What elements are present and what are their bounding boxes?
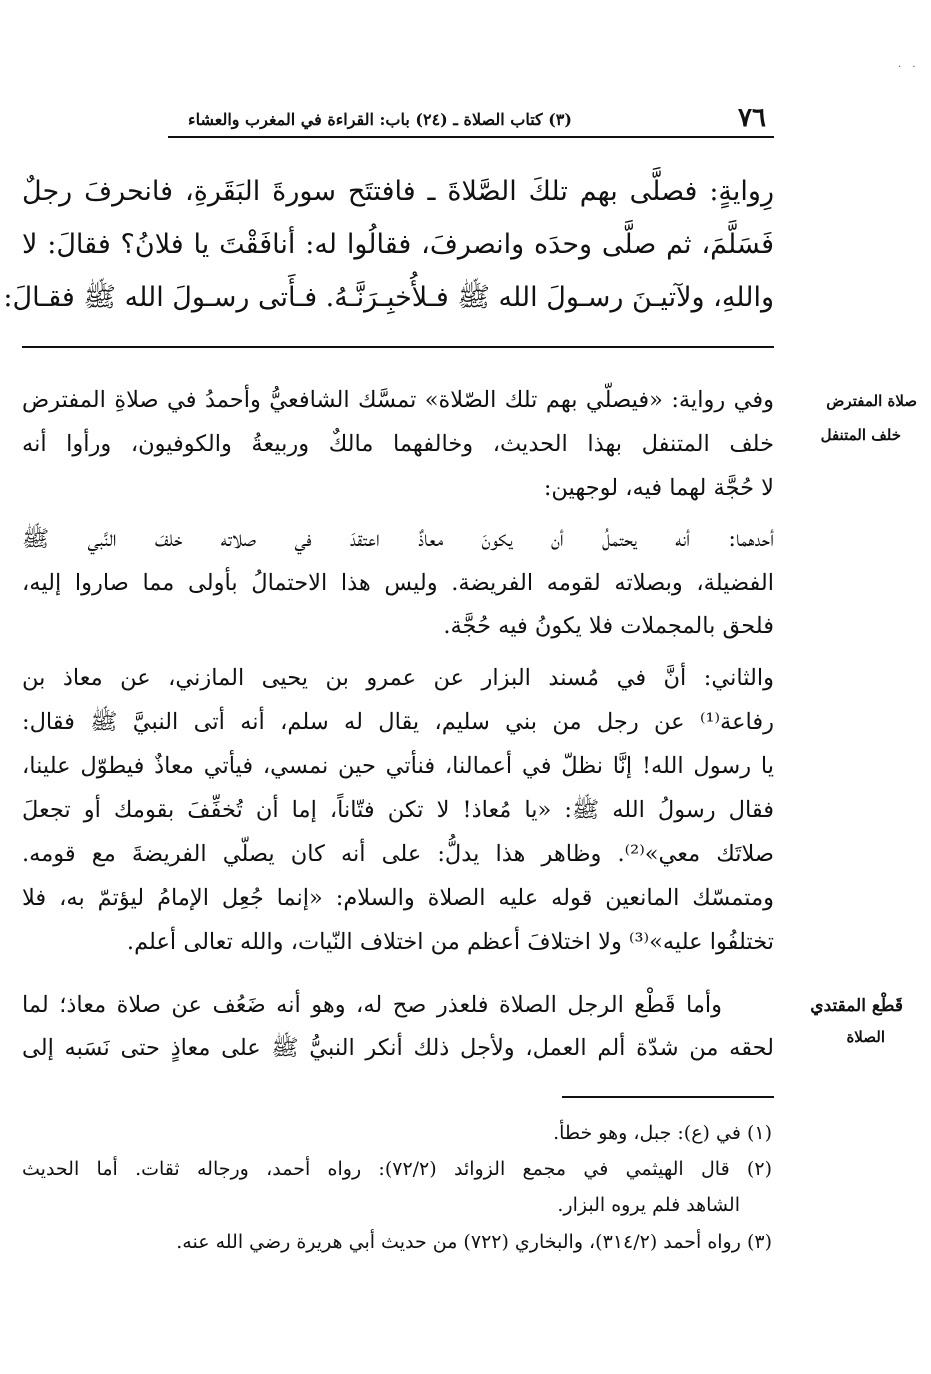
body-line: وأما قَطْع الرجل الصلاة فلعذر صح له، وهو أنه ضَعُف عن صلاة معاذ؛ لما <box>22 992 722 1018</box>
body-line: وفي رواية: «فيصلّي بهم تلك الصّلاة» تمسَّك الشافعيُّ وأحمدُ في صلاةِ المفترض <box>22 387 774 413</box>
header-rule <box>168 136 774 138</box>
corner-dots: · · <box>898 62 920 73</box>
body-line: لحقه من شدّة ألم العمل، ولأجل ذلك أنكر النبيُّ ﷺ على معاذٍ حتى نَسَبه إلى <box>22 1035 774 1061</box>
margin-note-title: صلاة المفترض <box>826 392 917 410</box>
page-number: ٧٦ <box>738 103 766 133</box>
margin-note-subtitle: خلف المتنفل <box>820 426 901 444</box>
body-line: رفاعة⁽¹⁾ عن رجل من بني سليم، يقال له سلم، أنه أتى النبيَّ ﷺ فقال: <box>22 709 774 735</box>
footnote: الشاهد فلم يروه البزار. <box>557 1194 740 1216</box>
hadith-line: رِوايةٍ: فصلَّى بهم تلكَ الصَّلاةَ ـ فافتتَح سورةَ البَقَرةِ، فانحرفَ رجلٌ <box>22 176 774 207</box>
section-rule <box>22 346 774 348</box>
margin-note-title: قَطْع المقتدي <box>810 996 903 1016</box>
hadith-line: فَسَلَّمَ، ثم صلَّى وحدَه وانصرفَ، فقالُوا له: أنافَقْتَ يا فلانُ؟ فقالَ: لا <box>22 229 774 260</box>
body-line: تختلفُوا عليه»⁽³⁾ ولا اختلافَ أعظم من اختلاف النّيات، والله تعالى أعلم. <box>126 929 774 955</box>
body-line: صلاتَك معي»⁽²⁾. وظاهر هذا يدلُّ: على أنه كان يصلّي الفريضةَ مع قومه. <box>22 841 774 867</box>
body-line: لا حُجَّة لهما فيه، لوجهين: <box>543 475 774 501</box>
body-line: يا رسول الله! إنَّا نظلّ في أعمالنا، فنأتي حين نمسي، فيأتي معاذٌ فيطوّل علينا، <box>22 753 774 779</box>
body-line: ومتمسّك المانعين قوله عليه الصلاة والسلام: «إنما جُعِل الإمامُ ليؤتمّ به، فلا <box>22 885 774 911</box>
footnote: (٢) قال الهيثمي في مجمع الزوائد (٧٢/٢): رواه أحمد، ورجاله ثقات. أما الحديث <box>22 1158 772 1180</box>
footnote: (١) في (ع): جبل، وهو خطأ. <box>553 1122 772 1144</box>
body-line: أحدهما: أنه يحتملُ أن يكونَ معاذٌ اعتقدَ في صلاته خلفَ النَّبي ﷺ <box>22 526 774 552</box>
footnote-rule <box>562 1096 774 1098</box>
hadith-line: واللهِ، ولآتيـنَ رسـولَ الله ﷺ فـلأُخبِـرَنَّـهُ. فـأَتى رسـولَ الله ﷺ فقـالَ: <box>3 282 774 313</box>
margin-note-subtitle: الصلاة <box>846 1028 885 1046</box>
body-line: خلف المتنفل بهذا الحديث، وخالفهما مالكٌ وربيعةُ والكوفيون، ورأوا أنه <box>22 431 774 457</box>
body-line: فقال رسولُ الله ﷺ: «يا مُعاذ! لا تكن فتّاناً، إما أن تُخفِّفَ بقومك أو تجعلَ <box>22 797 774 823</box>
body-line: فلحق بالمجملات فلا يكونُ فيه حُجَّة. <box>443 613 774 639</box>
body-line: الفضيلة، وبصلاته لقومه الفريضة. وليس هذا الاحتمالُ بأولى مما صاروا إليه، <box>22 570 774 596</box>
running-title: (٣) كتاب الصلاة ـ (٢٤) باب: القراءة في المغرب والعشاء <box>188 110 572 129</box>
footnote: (٣) رواه أحمد (٣١٤/٢)، والبخاري (٧٢٢) من حديث أبي هريرة رضي الله عنه. <box>176 1231 772 1253</box>
body-line: والثاني: أنَّ في مُسند البزار عن عمرو بن يحيى المازني، عن معاذ بن <box>22 665 774 691</box>
